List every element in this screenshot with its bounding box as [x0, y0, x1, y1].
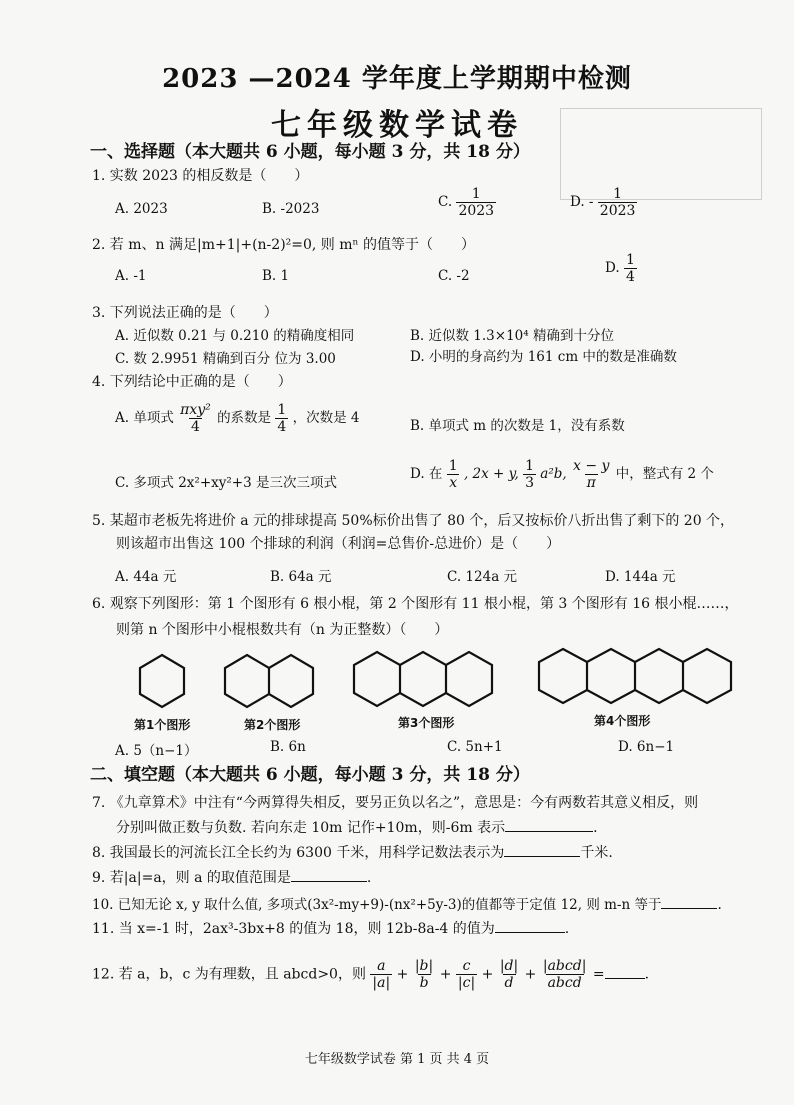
question-4-stem: 4. 下列结论中正确的是（ ）: [92, 374, 292, 390]
q5-option-d: D. 144a 元: [605, 569, 676, 585]
question-9: 9. 若|a|=a，则 a 的取值范围是 .: [92, 867, 371, 887]
answer-blank-9[interactable]: [291, 867, 367, 882]
figure-1-caption: 第1个图形: [134, 718, 191, 732]
exam-title: 2023 —2024 学年度上学期期中检测: [162, 64, 632, 94]
q6-option-a: A. 5（n−1）: [115, 743, 198, 759]
figure-3-hexagons: [354, 652, 492, 706]
section-heading-fill: 二、填空题（本大题共 6 小题，每小题 3 分，共 18 分）: [90, 765, 530, 785]
question-2-stem: 2. 若 m、n 满足|m+1|+(n-2)²=0, 则 mⁿ 的值等于（ ）: [92, 237, 476, 253]
q1-option-c: C. $\frac{1}{2023}$: [438, 186, 495, 220]
question-6-line1: 6. 观察下列图形：第 1 个图形有 6 根小棍，第 2 个图形有 11 根小棍，第 3 个图形有 16 根小棍……，: [92, 596, 739, 612]
question-5-line2: 则该超市出售这 100 个排球的利润（利润=总售价-总进价）是（ ）: [116, 536, 561, 552]
q3-option-d: D. 小明的身高约为 161 cm 中的数是准确数: [410, 349, 677, 365]
answer-blank-7[interactable]: [505, 817, 593, 832]
figure-4-caption: 第4个图形: [594, 714, 651, 728]
q5-option-a: A. 44a 元: [115, 569, 177, 585]
figure-3-caption: 第3个图形: [398, 716, 455, 730]
answer-blank-8[interactable]: [504, 842, 580, 857]
q5-option-b: B. 64a 元: [270, 569, 332, 585]
question-3-stem: 3. 下列说法正确的是（ ）: [92, 305, 278, 321]
q5-option-c: C. 124a 元: [447, 569, 518, 585]
question-8: 8. 我国最长的河流长江全长约为 6300 千米，用科学记数法表示为 千米.: [92, 842, 613, 862]
question-12: 12. 若 a，b，c 为有理数，且 abcd>0，则 $\frac{a}{|a|}$ + $\frac{|b|}{b}$ + $\frac{c}{|c|}$ + $\frac{|d|}{d}$ + $\frac{\text{|abcd|}}{\text{abcd}}$ = .: [92, 958, 650, 992]
q3-option-b: B. 近似数 1.3×10⁴ 精确到十分位: [410, 328, 614, 344]
page-footer: 七年级数学试卷 第 1 页 共 4 页: [304, 1052, 490, 1067]
answer-blank-10[interactable]: [661, 894, 717, 909]
question-11: 11. 当 x=-1 时，2ax³-3bx+8 的值为 18，则 12b-8a-4 的值为 .: [92, 918, 569, 938]
q4-option-c: C. 多项式 2x²+xy²+3 是三次三项式: [115, 475, 337, 491]
hexagon-figures: [0, 640, 794, 716]
q3-option-c: C. 数 2.9951 精确到百分 位为 3.00: [115, 351, 336, 367]
q4-option-a: A. 单项式 $\frac{\text{πxy²}}{4}$ 的系数是 $\frac{1}{4}$ ，次数是 4: [115, 402, 360, 436]
q4-option-d: D. 在 $\frac{1}{x}$ , 2x + y, $\frac{1}{3}$ a²b, $\frac{x - y}{\pi}$ 中，整式有 2 个: [410, 458, 714, 492]
q1-option-d: D. - $\frac{1}{2023}$: [570, 186, 636, 220]
q6-option-d: D. 6n−1: [618, 739, 675, 755]
question-5-line1: 5. 某超市老板先将进价 a 元的排球提高 50%标价出售了 80 个，后又按标价八折出售了剩下的 20 个，: [92, 513, 735, 529]
q2-option-a: A. -1: [115, 268, 147, 284]
q2-option-d: D. $\frac{1}{4}$: [605, 252, 635, 286]
section-heading-choice: 一、选择题（本大题共 6 小题，每小题 3 分，共 18 分）: [90, 142, 530, 162]
answer-blank-11[interactable]: [495, 918, 565, 933]
answer-blank-12[interactable]: [605, 964, 645, 979]
question-6-line2: 则第 n 个图形中小棍根数共有（n 为正整数）（ ）: [116, 622, 449, 638]
q4-option-b: B. 单项式 m 的次数是 1，没有系数: [410, 418, 625, 434]
q6-option-c: C. 5n+1: [447, 739, 503, 755]
q1-option-a: A. 2023: [115, 201, 168, 217]
q2-option-b: B. 1: [262, 268, 290, 284]
q2-option-c: C. -2: [438, 268, 470, 284]
q6-option-b: B. 6n: [270, 739, 306, 755]
question-7-line2: 分别叫做正数与负数. 若向东走 10m 记作+10m，则-6m 表示 .: [116, 817, 598, 837]
exam-subtitle: 七年级数学试卷: [271, 108, 523, 143]
question-7-line1: 7. 《九章算术》中注有“今两算得失相反，要另正负以名之”，意思是：今有两数若其意义相反，则: [92, 795, 699, 811]
q3-option-a: A. 近似数 0.21 与 0.210 的精确度相同: [115, 328, 355, 344]
q1-option-b: B. -2023: [262, 201, 320, 217]
question-1-stem: 1. 实数 2023 的相反数是（ ）: [92, 168, 309, 184]
figure-2-caption: 第2个图形: [244, 718, 301, 732]
question-10: 10. 已知无论 x, y 取什么值, 多项式(3x²-my+9)-(nx²+5y-3)的值都等于定值 12, 则 m-n 等于 .: [92, 893, 722, 913]
figure-1-hexagons: [140, 655, 184, 707]
